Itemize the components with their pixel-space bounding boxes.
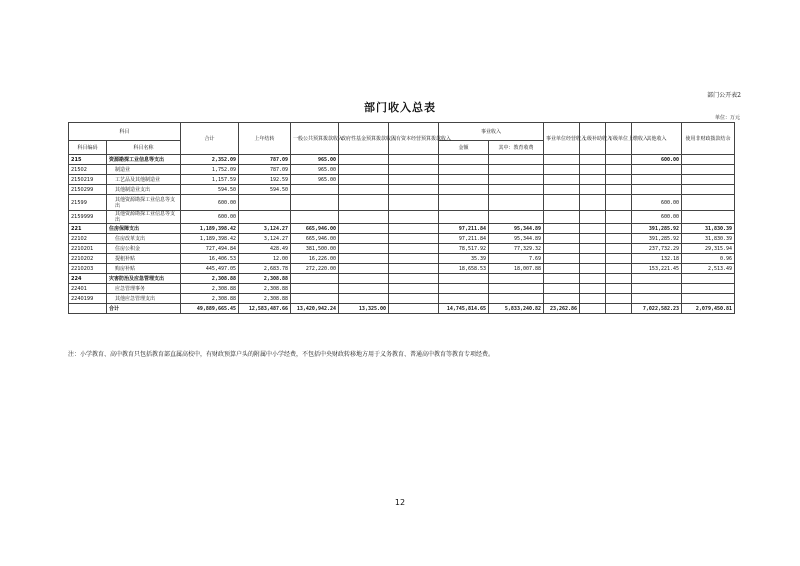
cell-edu-fee (489, 195, 544, 211)
cell-name: 其他资源勘探工业信息等支出 (107, 195, 181, 211)
cell-name: 其他应急管理支出 (107, 294, 181, 304)
cell-lower-subsidy (606, 165, 632, 175)
cell-general-budget: 965.00 (291, 175, 339, 185)
cell-name: 其他资源勘探工业信息等支出 (107, 211, 181, 224)
header-business: 事业收入 (439, 123, 544, 141)
cell-code: 224 (69, 274, 107, 284)
cell-upper-subsidy (580, 234, 606, 244)
cell-business-amount (439, 175, 489, 185)
cell-upper-subsidy (580, 175, 606, 185)
cell-edu-fee: 77,329.32 (489, 244, 544, 254)
cell-gov-fund (339, 224, 389, 234)
cell-total: 600.00 (181, 195, 239, 211)
cell-code: 2210201 (69, 244, 107, 254)
cell-name: 工艺品及其他制造业 (107, 175, 181, 185)
cell-business-amount: 35.39 (439, 254, 489, 264)
cell-carryover: 2,308.88 (239, 294, 291, 304)
cell-total: 1,189,398.42 (181, 234, 239, 244)
cell-other: 132.18 (632, 254, 682, 264)
cell-gov-fund (339, 264, 389, 274)
cell-code: 2210202 (69, 254, 107, 264)
table-row (69, 234, 735, 244)
cell-state-capital (389, 304, 439, 314)
cell-other: 600.00 (632, 211, 682, 224)
header-other: 其他收入 (632, 123, 682, 155)
cell-state-capital (389, 155, 439, 165)
cell-edu-fee (489, 294, 544, 304)
cell-lower-subsidy (606, 195, 632, 211)
cell-reserve (682, 155, 735, 165)
cell-general-budget (291, 284, 339, 294)
cell-carryover: 3,124.27 (239, 224, 291, 234)
cell-gov-fund (339, 175, 389, 185)
cell-total: 600.00 (181, 211, 239, 224)
table-row (69, 264, 735, 274)
cell-general-budget: 965.00 (291, 155, 339, 165)
cell-general-budget (291, 185, 339, 195)
table-row (69, 175, 735, 185)
table-row (69, 211, 735, 224)
cell-reserve (682, 175, 735, 185)
cell-reserve: 29,315.94 (682, 244, 735, 254)
cell-reserve (682, 294, 735, 304)
cell-business-amount (439, 211, 489, 224)
table-row (69, 224, 735, 234)
header-name: 科目名称 (107, 141, 181, 155)
cell-lower-subsidy (606, 304, 632, 314)
cell-edu-fee (489, 175, 544, 185)
cell-edu-fee: 7.69 (489, 254, 544, 264)
cell-gov-fund (339, 211, 389, 224)
header-amount: 金额 (439, 141, 489, 155)
cell-upper-subsidy (580, 211, 606, 224)
table-row (69, 244, 735, 254)
cell-state-capital (389, 211, 439, 224)
cell-business-amount (439, 284, 489, 294)
cell-carryover: 192.59 (239, 175, 291, 185)
cell-code: 221 (69, 224, 107, 234)
cell-business-amount: 97,211.84 (439, 224, 489, 234)
cell-unit-business (544, 195, 580, 211)
cell-other (632, 165, 682, 175)
header-general-budget: 一般公共预算拨款收入 (291, 123, 339, 155)
cell-total: 16,406.53 (181, 254, 239, 264)
cell-reserve: 2,079,450.81 (682, 304, 735, 314)
cell-carryover: 12,583,487.66 (239, 304, 291, 314)
cell-lower-subsidy (606, 274, 632, 284)
cell-edu-fee (489, 284, 544, 294)
cell-gov-fund: 13,325.00 (339, 304, 389, 314)
cell-code: 2240199 (69, 294, 107, 304)
cell-state-capital (389, 244, 439, 254)
cell-reserve: 31,830.39 (682, 224, 735, 234)
cell-reserve (682, 211, 735, 224)
cell-unit-business (544, 234, 580, 244)
cell-unit-business (544, 165, 580, 175)
cell-lower-subsidy (606, 294, 632, 304)
cell-carryover (239, 211, 291, 224)
cell-gov-fund (339, 165, 389, 175)
cell-total: 2,352.09 (181, 155, 239, 165)
cell-other: 153,221.45 (632, 264, 682, 274)
cell-name: 其他制造业支出 (107, 185, 181, 195)
cell-reserve (682, 185, 735, 195)
cell-lower-subsidy (606, 175, 632, 185)
cell-lower-subsidy (606, 155, 632, 165)
cell-general-budget (291, 274, 339, 284)
cell-general-budget: 272,220.00 (291, 264, 339, 274)
cell-upper-subsidy (580, 304, 606, 314)
cell-total: 1,752.09 (181, 165, 239, 175)
corner-label: 部门公开表2 (707, 92, 741, 99)
cell-state-capital (389, 165, 439, 175)
cell-edu-fee: 95,344.89 (489, 234, 544, 244)
cell-code: 2159999 (69, 211, 107, 224)
cell-business-amount (439, 165, 489, 175)
cell-name: 住房改革支出 (107, 234, 181, 244)
header-edu-fee: 其中：教育收费 (489, 141, 544, 155)
cell-state-capital (389, 224, 439, 234)
cell-reserve (682, 284, 735, 294)
cell-upper-subsidy (580, 195, 606, 211)
cell-other: 391,285.92 (632, 234, 682, 244)
cell-general-budget: 665,946.00 (291, 224, 339, 234)
cell-unit-business (544, 264, 580, 274)
cell-name: 提租补贴 (107, 254, 181, 264)
cell-reserve: 31,830.39 (682, 234, 735, 244)
cell-gov-fund (339, 294, 389, 304)
cell-total: 1,189,398.42 (181, 224, 239, 234)
cell-business-amount (439, 195, 489, 211)
cell-reserve (682, 165, 735, 175)
cell-carryover: 12.00 (239, 254, 291, 264)
cell-state-capital (389, 175, 439, 185)
cell-carryover: 2,308.88 (239, 284, 291, 294)
cell-unit-business (544, 211, 580, 224)
cell-upper-subsidy (580, 224, 606, 234)
cell-upper-subsidy (580, 244, 606, 254)
cell-other: 391,285.92 (632, 224, 682, 234)
cell-lower-subsidy (606, 254, 632, 264)
cell-business-amount: 14,745,814.65 (439, 304, 489, 314)
table-row (69, 254, 735, 264)
cell-carryover: 2,308.88 (239, 274, 291, 284)
table-row (69, 304, 735, 314)
cell-unit-business: 23,262.86 (544, 304, 580, 314)
cell-code: 2150299 (69, 185, 107, 195)
header-code: 科目编码 (69, 141, 107, 155)
cell-business-amount: 18,658.53 (439, 264, 489, 274)
header-total: 合计 (181, 123, 239, 155)
cell-other: 7,022,582.23 (632, 304, 682, 314)
cell-general-budget (291, 211, 339, 224)
cell-edu-fee (489, 165, 544, 175)
cell-general-budget: 381,500.00 (291, 244, 339, 254)
cell-state-capital (389, 234, 439, 244)
cell-business-amount (439, 274, 489, 284)
cell-name: 购房补贴 (107, 264, 181, 274)
cell-lower-subsidy (606, 264, 632, 274)
cell-unit-business (544, 284, 580, 294)
cell-upper-subsidy (580, 264, 606, 274)
table-row (69, 155, 735, 165)
cell-edu-fee (489, 211, 544, 224)
cell-carryover: 594.50 (239, 185, 291, 195)
cell-name: 资源勘探工业信息等支出 (107, 155, 181, 165)
cell-edu-fee: 18,007.88 (489, 264, 544, 274)
cell-state-capital (389, 294, 439, 304)
cell-name: 灾害防治及应急管理支出 (107, 274, 181, 284)
cell-edu-fee: 95,344.89 (489, 224, 544, 234)
cell-lower-subsidy (606, 211, 632, 224)
cell-business-amount (439, 294, 489, 304)
cell-gov-fund (339, 244, 389, 254)
cell-total: 2,308.88 (181, 284, 239, 294)
cell-edu-fee: 5,833,240.82 (489, 304, 544, 314)
cell-business-amount: 78,517.92 (439, 244, 489, 254)
cell-other: 600.00 (632, 195, 682, 211)
cell-lower-subsidy (606, 224, 632, 234)
cell-carryover: 787.09 (239, 165, 291, 175)
footnote: 注：小学教育、高中教育只包括教育部直属高校中，有财政预算户头的附属中小学经费，不包括中央财政转移地方用于义务教育、普通高中教育等教育专项经费。 (68, 351, 495, 358)
cell-code: 21502 (69, 165, 107, 175)
header-lower-subsidy: 下级单位上缴收入 (606, 123, 632, 155)
cell-carryover: 787.09 (239, 155, 291, 165)
cell-unit-business (544, 155, 580, 165)
cell-lower-subsidy (606, 234, 632, 244)
cell-general-budget: 965.00 (291, 165, 339, 175)
cell-carryover: 2,683.78 (239, 264, 291, 274)
cell-upper-subsidy (580, 254, 606, 264)
cell-business-amount (439, 155, 489, 165)
cell-gov-fund (339, 185, 389, 195)
cell-upper-subsidy (580, 155, 606, 165)
header-unit-business: 事业单位经营收入 (544, 123, 580, 155)
cell-gov-fund (339, 254, 389, 264)
income-table (68, 122, 735, 314)
cell-code: 22401 (69, 284, 107, 294)
cell-state-capital (389, 264, 439, 274)
page-number: 12 (394, 498, 406, 507)
cell-total: 2,308.88 (181, 294, 239, 304)
cell-general-budget: 665,946.00 (291, 234, 339, 244)
cell-gov-fund (339, 234, 389, 244)
cell-unit-business (544, 224, 580, 234)
header-upper-subsidy: 上级补助收入 (580, 123, 606, 155)
cell-other (632, 294, 682, 304)
header-subject: 科目 (69, 123, 181, 141)
cell-total: 1,157.59 (181, 175, 239, 185)
cell-unit-business (544, 185, 580, 195)
cell-state-capital (389, 195, 439, 211)
cell-carryover: 3,124.27 (239, 234, 291, 244)
cell-upper-subsidy (580, 185, 606, 195)
table-row (69, 274, 735, 284)
cell-carryover: 428.49 (239, 244, 291, 254)
cell-reserve: 0.96 (682, 254, 735, 264)
cell-other (632, 185, 682, 195)
cell-total: 594.50 (181, 185, 239, 195)
table-row (69, 294, 735, 304)
cell-lower-subsidy (606, 284, 632, 294)
cell-reserve (682, 195, 735, 211)
cell-code: 21599 (69, 195, 107, 211)
cell-code: 2150219 (69, 175, 107, 185)
cell-general-budget: 13,420,942.24 (291, 304, 339, 314)
cell-general-budget (291, 195, 339, 211)
cell-code: 215 (69, 155, 107, 165)
cell-upper-subsidy (580, 165, 606, 175)
cell-name: 住房保障支出 (107, 224, 181, 234)
cell-total: 49,889,665.45 (181, 304, 239, 314)
table-body (69, 155, 735, 314)
cell-upper-subsidy (580, 284, 606, 294)
cell-unit-business (544, 294, 580, 304)
cell-unit-business (544, 274, 580, 284)
cell-total: 727,494.84 (181, 244, 239, 254)
header-carryover: 上年结转 (239, 123, 291, 155)
cell-reserve: 2,513.49 (682, 264, 735, 274)
cell-upper-subsidy (580, 294, 606, 304)
cell-unit-business (544, 254, 580, 264)
cell-name: 住房公积金 (107, 244, 181, 254)
cell-name: 应急管理事务 (107, 284, 181, 294)
cell-gov-fund (339, 155, 389, 165)
cell-code: 22102 (69, 234, 107, 244)
cell-lower-subsidy (606, 185, 632, 195)
page-title: 部门收入总表 (364, 101, 436, 114)
cell-state-capital (389, 254, 439, 264)
cell-business-amount (439, 185, 489, 195)
cell-lower-subsidy (606, 244, 632, 254)
header-reserve: 使用非财政拨款结余 (682, 123, 735, 155)
cell-total: 2,308.88 (181, 274, 239, 284)
cell-state-capital (389, 284, 439, 294)
table-row (69, 165, 735, 175)
cell-state-capital (389, 185, 439, 195)
cell-other: 600.00 (632, 155, 682, 165)
cell-other (632, 274, 682, 284)
cell-general-budget: 16,226.00 (291, 254, 339, 264)
cell-gov-fund (339, 195, 389, 211)
table-row (69, 284, 735, 294)
cell-edu-fee (489, 274, 544, 284)
cell-gov-fund (339, 274, 389, 284)
cell-name: 制造业 (107, 165, 181, 175)
header-gov-fund: 政府性基金预算拨款收入 (339, 123, 389, 155)
cell-other: 237,732.29 (632, 244, 682, 254)
cell-reserve (682, 274, 735, 284)
cell-other (632, 284, 682, 294)
unit-label: 单位：万元 (714, 115, 740, 121)
cell-code: 2210203 (69, 264, 107, 274)
cell-gov-fund (339, 284, 389, 294)
cell-other (632, 175, 682, 185)
cell-carryover (239, 195, 291, 211)
cell-unit-business (544, 244, 580, 254)
table-row (69, 185, 735, 195)
cell-edu-fee (489, 155, 544, 165)
cell-state-capital (389, 274, 439, 284)
table-row (69, 195, 735, 211)
cell-name: 合计 (107, 304, 181, 314)
cell-code (69, 304, 107, 314)
cell-unit-business (544, 175, 580, 185)
cell-business-amount: 97,211.84 (439, 234, 489, 244)
cell-general-budget (291, 294, 339, 304)
cell-edu-fee (489, 185, 544, 195)
cell-upper-subsidy (580, 274, 606, 284)
header-state-capital: 国有资本经营预算拨款收入 (389, 123, 439, 155)
cell-total: 445,497.05 (181, 264, 239, 274)
